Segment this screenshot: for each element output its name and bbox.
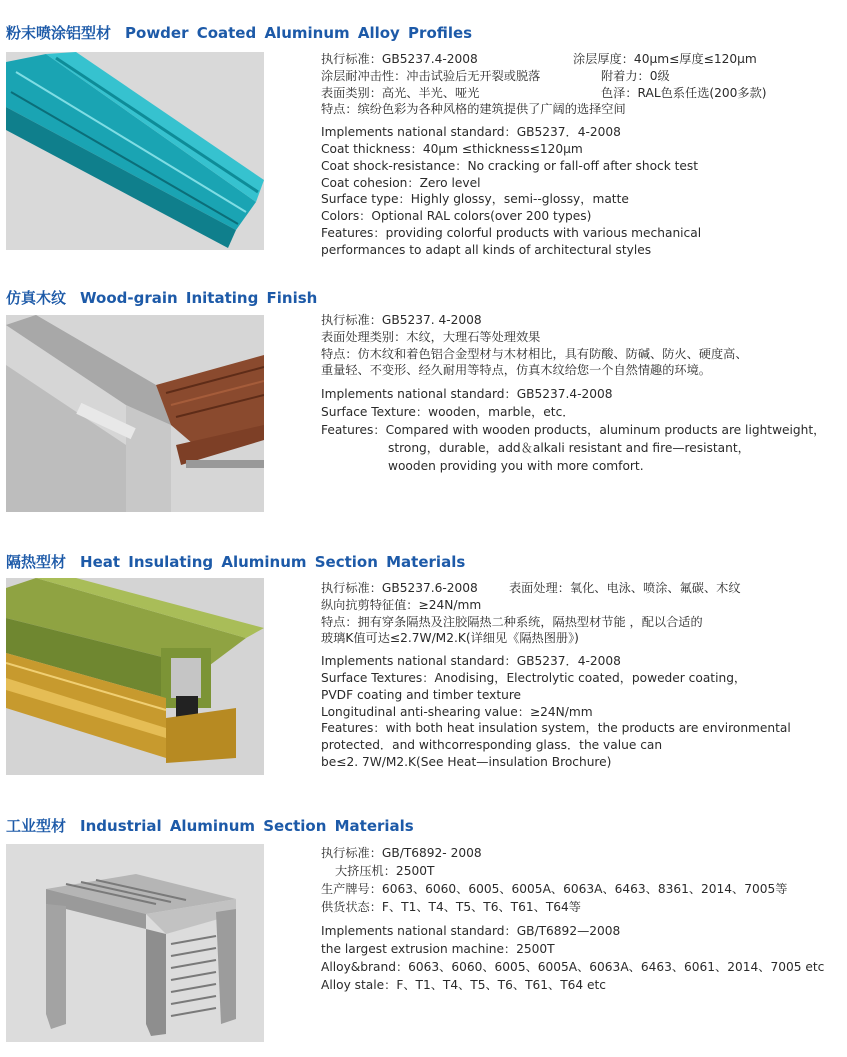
spec-en: Coat cohesion：Zero level [321, 175, 481, 190]
spec-en: Features：with both heat insulation system，the products are environmental [321, 721, 791, 736]
spec-en: PVDF coating and timber texture [321, 687, 522, 702]
wood-grain-specs [321, 312, 825, 475]
spec-cn: 重量轻、不变形、经久耐用等特点，仿真木纹给您一个自然情趣的环境。 [321, 363, 711, 378]
heading-en: Heat Insulating Aluminum Section Materials [80, 553, 466, 571]
spec-cn: 执行标准：GB5237.6-2008 [321, 581, 478, 595]
heading-cn: 隔热型材 [6, 553, 67, 571]
heat-insulating-profile-photo [6, 578, 264, 775]
spec-en: Features：providing colorful products with various mechanical [321, 225, 702, 240]
section-heading-wood-grain [6, 287, 317, 308]
spec-en: Surface Texture：wooden，marble，etc． [321, 405, 575, 420]
heading-en: Wood-grain Initating Finish [80, 289, 318, 307]
spec-en: the largest extrusion machine：2500T [321, 942, 555, 956]
spec-cn: 涂层耐冲击性：冲击试验后无开裂或脱落 [321, 68, 541, 83]
spec-cn: 生产牌号：6063、6060、6005、6005A、6063A、6463、8361、2014、7005等 [321, 882, 788, 896]
spec-cn: 大挤压机：2500T [335, 864, 435, 878]
spec-en: Implements national standard：GB5237．4-2008 [321, 654, 621, 669]
heading-cn: 粉末喷涂铝型材 [6, 24, 112, 42]
spec-cn: 色泽：RAL色系任选(200多款) [601, 85, 767, 100]
section-heading-industrial [6, 815, 414, 836]
spec-en: strong，durable，add＆alkali resistant and fire—resistant， [388, 441, 750, 456]
wood-grain-profile-photo [6, 315, 264, 512]
section-heading-heat-insulating [6, 551, 465, 572]
spec-en: Surface type：Highly glossy，semi--glossy，matte [321, 192, 629, 207]
spec-cn: 表面处理：氧化、电泳、喷涂、氟碳、木纹 [509, 581, 741, 595]
spec-en: Implements national standard：GB/T6892—2008 [321, 924, 621, 938]
spec-en: protected．and withcorresponding glass．the value can [321, 738, 663, 753]
spec-en: Surface Textures：Anodising，Electrolytic coated，poweder coating， [321, 670, 747, 685]
spec-en: Implements national standard：GB5237．4-2008 [321, 125, 621, 140]
spec-cn: 特点：缤纷色彩为各种风格的建筑提供了广阔的选择空间 [321, 102, 626, 117]
spec-cn: 玻璃K值可达≤2.7W/M2.K(详细见《隔热图册》) [321, 631, 579, 646]
spec-cn: 纵向抗剪特征值：≥24N/mm [321, 597, 482, 612]
spec-cn: 涂层厚度：40μm≤厚度≤120μm [573, 52, 757, 66]
spec-cn: 特点：拥有穿条隔热及注胶隔热二种系统，隔热型材节能 ，配以合适的 [321, 614, 703, 629]
spec-en: Implements national standard：GB5237.4-2008 [321, 387, 613, 402]
spec-cn: 表面处理类别：木纹，大理石等处理效果 [321, 329, 541, 344]
spec-en: Colors：Optional RAL colors(over 200 types) [321, 209, 592, 224]
powder-coated-profile-photo [6, 52, 264, 250]
spec-cn: 供货状态：F、T1、T4、T5、T6、T61、T64等 [321, 900, 581, 914]
spec-cn: 执行标准：GB5237. 4-2008 [321, 313, 482, 327]
spec-en: wooden providing you with more comfort. [388, 459, 644, 474]
spec-en: Longitudinal anti-shearing value：≥24N/mm [321, 704, 593, 719]
spec-en: Alloy stale：F、T1、T4、T5、T6、T61、T64 etc [321, 978, 607, 992]
spec-cn: 表面类别：高光、半光、哑光 [321, 85, 480, 100]
spec-en: performances to adapt all kinds of architectural styles [321, 242, 652, 257]
spec-en: Coat thickness：40μm ≤thickness≤120μm [321, 141, 583, 156]
spec-en: be≤2. 7W/M2.K(See Heat—insulation Brochure) [321, 754, 612, 769]
industrial-profile-photo [6, 844, 264, 1042]
spec-cn: 执行标准：GB/T6892- 2008 [321, 846, 482, 860]
industrial-specs [321, 844, 824, 994]
powder-coated-specs [321, 51, 767, 259]
heading-cn: 仿真木纹 [6, 289, 67, 307]
spec-cn: 特点：仿木纹和着色铝合金型材与木材相比，具有防酸、防碱、防火、硬度高、 [321, 346, 748, 361]
heading-cn: 工业型材 [6, 817, 67, 835]
spec-cn: 附着力：0级 [601, 68, 670, 83]
heading-en: Powder Coated Aluminum Alloy Profiles [125, 24, 473, 42]
section-heading-powder-coated [6, 22, 472, 43]
spec-en: Coat shock-resistance：No cracking or fall-off after shock test [321, 158, 699, 173]
heat-insulating-specs [321, 580, 791, 771]
spec-cn: 执行标准：GB5237.4-2008 [321, 52, 478, 66]
spec-en: Features：Compared with wooden products，aluminum products are lightweight， [321, 423, 826, 438]
spec-en: Alloy&brand：6063、6060、6005、6005A、6063A、6463、6061、2014、7005 etc [321, 960, 825, 974]
heading-en: Industrial Aluminum Section Materials [80, 817, 414, 835]
